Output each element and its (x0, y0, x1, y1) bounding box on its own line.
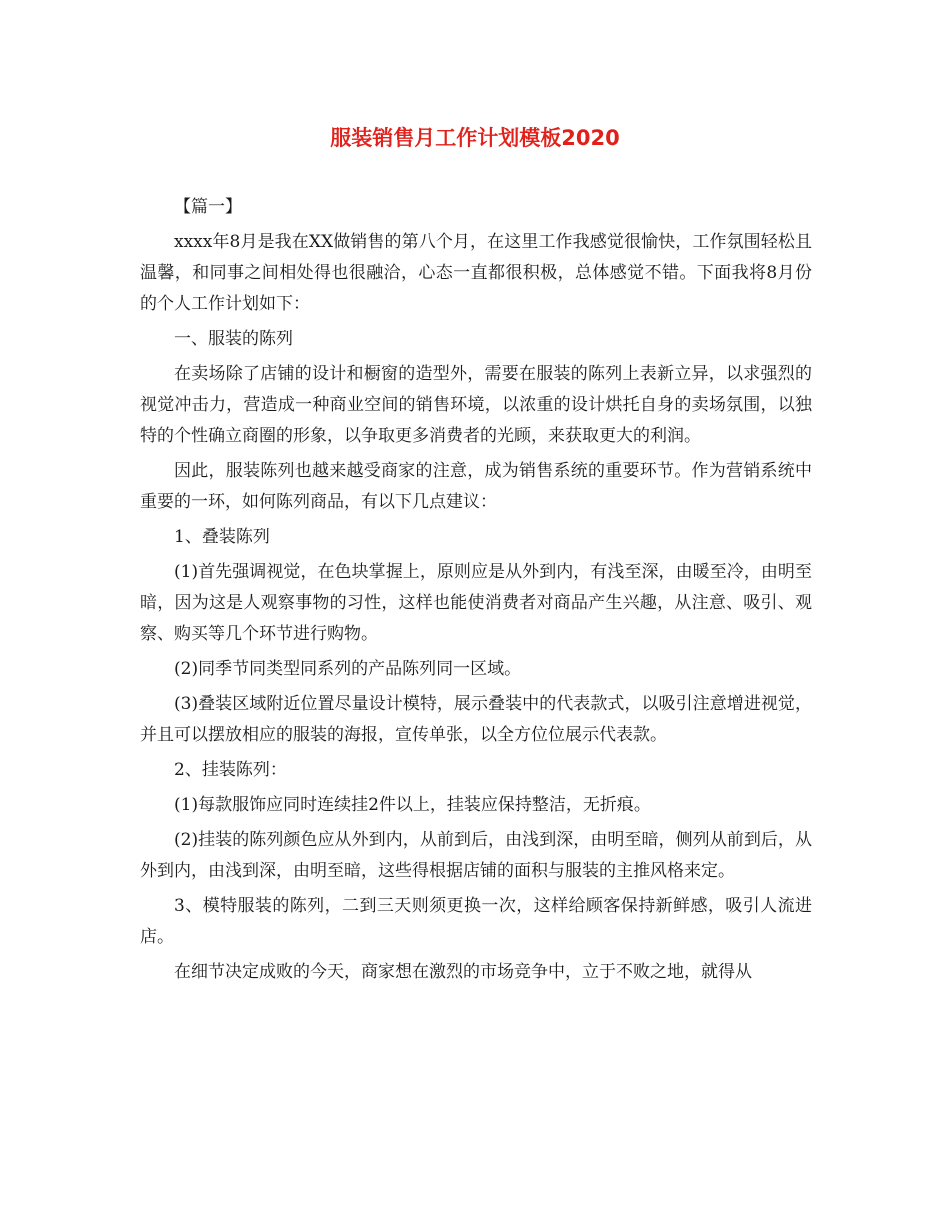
paragraph-display-purpose: 在卖场除了店铺的设计和橱窗的造型外，需要在服装的陈列上表新立异，以求强烈的视觉冲击力，营造成一种商业空间的销售环境，以浓重的设计烘托自身的卖场氛围，以独特的个性确立商圈的形象，以争取更多消费者的光顾，来获取更大的利润。 (140, 364, 812, 446)
paragraph-hanging-2: (2)挂装的陈列颜色应从外到内，从前到后，由浅到深，由明至暗，侧列从前到后，从外到内，由浅到深，由明至暗，这些得根据店铺的面积与服装的主推风格来定。 (140, 830, 812, 881)
paragraph-display-importance: 因此，服装陈列也越来越受商家的注意，成为销售系统的重要环节。作为营销系统中重要的一环，如何陈列商品，有以下几点建议： (140, 461, 812, 512)
paragraph-mannequin: 3、模特服装的陈列，二到三天则须更换一次，这样给顾客保持新鲜感，吸引人流进店。 (140, 896, 812, 947)
subheading-folded-display: 1、叠装陈列 (174, 527, 270, 547)
section-heading-display: 一、服装的陈列 (174, 329, 293, 349)
document-title: 服装销售月工作计划模板2020 (330, 126, 620, 150)
paragraph-folded-1: (1)首先强调视觉，在色块掌握上，原则应是从外到内，有浅至深，由暖至冷，由明至暗，因为这是人观察事物的习性，这样也能使消费者对商品产生兴趣，从注意、吸引、观察、购买等几个环节进行购物。 (140, 562, 812, 644)
paragraph-intro: xxxx年8月是我在XX做销售的第八个月，在这里工作我感觉很愉快，工作氛围轻松且温馨，和同事之间相处得也很融洽，心态一直都很积极，总体感觉不错。下面我将8月份的个人工作计划如下： (140, 232, 812, 314)
document-body (140, 192, 812, 992)
paragraph-detail-closing: 在细节决定成败的今天，商家想在激烈的市场竞争中，立于不败之地，就得从 (174, 962, 752, 982)
paragraph-folded-3: (3)叠装区域附近位置尽量设计模特，展示叠装中的代表款式，以吸引注意增进视觉，并且可以摆放相应的服装的海报，宣传单张，以全方位位展示代表款。 (140, 694, 812, 745)
paragraph-folded-2: (2)同季节同类型同系列的产品陈列同一区域。 (174, 659, 522, 679)
section-heading-part-one: 【篇一】 (174, 197, 242, 217)
paragraph-hanging-1: (1)每款服饰应同时连续挂2件以上，挂装应保持整洁，无折痕。 (174, 795, 651, 815)
subheading-hanging-display: 2、挂装陈列： (174, 760, 287, 780)
